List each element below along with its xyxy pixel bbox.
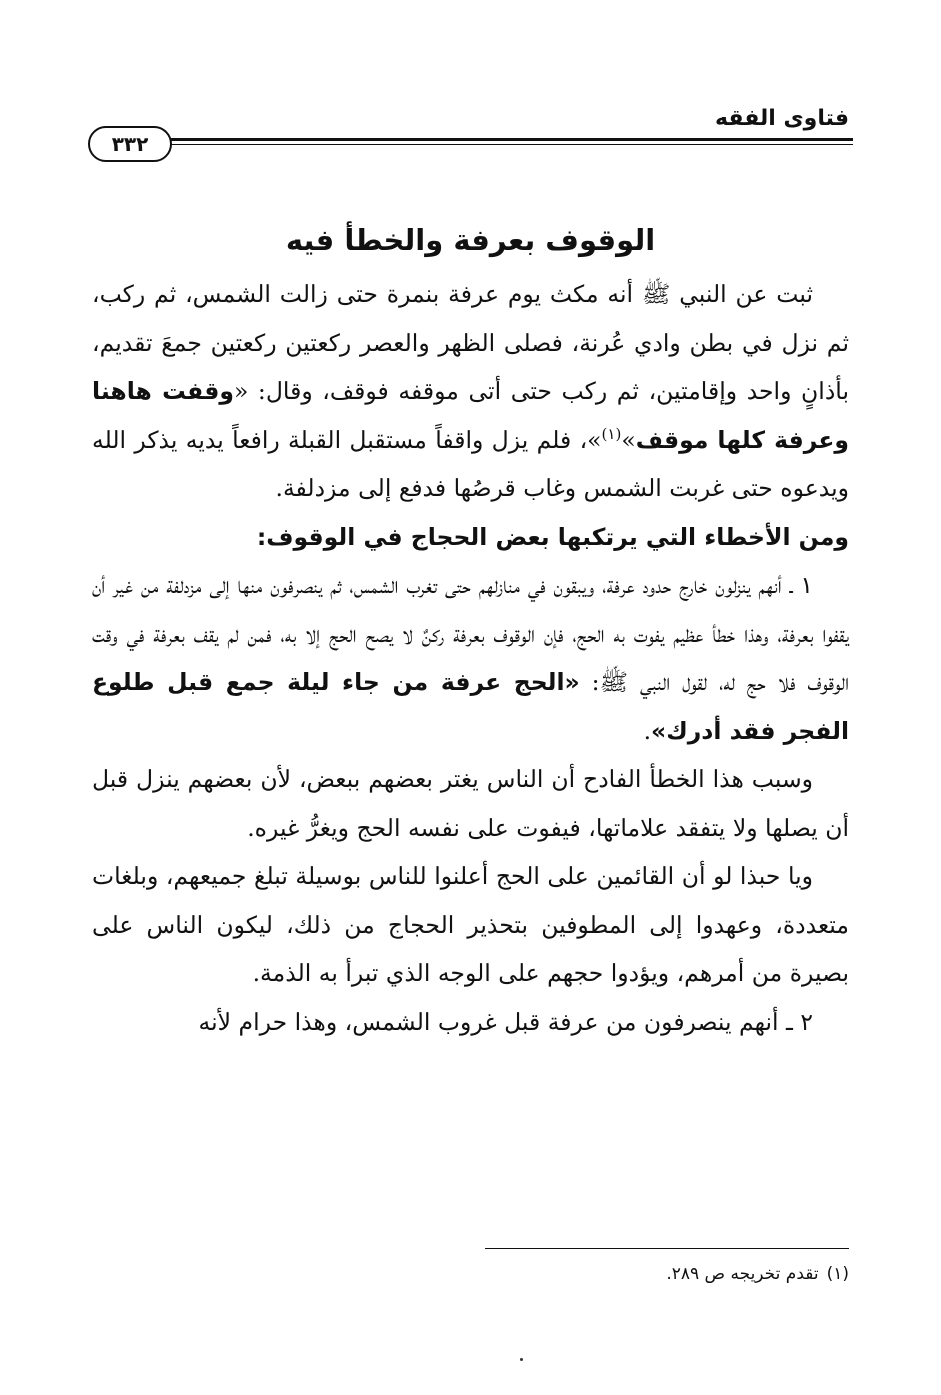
article-title: الوقوف بعرفة والخطأ فيه xyxy=(285,223,656,257)
paragraph-4: ويا حبذا لو أن القائمين على الحج أعلنوا للناس بوسيلة تبلغ جميعهم، وبلغات متعددة، وعهدوا إلى المطوفين بتحذير الحجاج من ذلك، ليكون الناس على بصيرة من أمرهم، ويؤدوا حجهم على الوجه الذي تبرأ به الذمة. xyxy=(92,862,849,987)
footnote-divider xyxy=(485,1248,849,1249)
footnote-text: تقدم تخريجه ص ٢٨٩. xyxy=(666,1264,819,1284)
paragraph-2-end: . xyxy=(643,716,652,745)
paragraph-1-rest: »، فلم يزل واقفاً مستقبل القبلة رافعاً يديه يذكر الله ويدعوه حتى غربت الشمس وغاب قرصُها فدفع إلى مزدلفة. xyxy=(92,425,849,502)
article-body xyxy=(92,270,849,1046)
paragraph-2 xyxy=(92,561,849,755)
footnote-ref-1: »$^{(١)}$ xyxy=(601,424,636,454)
footnote-number: (١) xyxy=(826,1264,849,1284)
section-subheading: ومن الأخطاء التي يرتكبها بعض الحجاج في الوقوف: xyxy=(256,522,849,551)
paragraph-3: وسبب هذا الخطأ الفادح أن الناس يغتر بعضهم ببعض، لأن بعضهم ينزل قبل أن يصلها ولا يتفقد علاماتها، فيفوت على نفسه الحج ويغرُّ غيره. xyxy=(92,765,849,842)
paragraph-2-text: ١ ـ أنهم ينزلون خارج حدود عرفة، ويبقون في منازلهم حتى تغرب الشمس، ثم ينصرفون منها إلى مزدلفة من غير أن يقفوا بعرفة، وهذا خطأ عظيم يفوت به الحج، فإن الوقوف بعرفة ركنٌ لا يصح الحج إلا به، فمن لم يقف بعرفة في وقت الوقوف فلا حج له، لقول النبي ﷺ: xyxy=(92,571,849,696)
hadith-quote-1: وقفت هاهنا وعرفة كلها موقف xyxy=(92,377,849,454)
running-header xyxy=(88,100,853,156)
paragraph-1 xyxy=(92,270,849,513)
footnote-ref-marker: (١) xyxy=(601,424,622,443)
print-speck xyxy=(520,1358,523,1361)
header-rule-thick xyxy=(170,138,853,141)
header-rule-thin xyxy=(170,144,853,145)
paragraph-5: ٢ ـ أنهم ينصرفون من عرفة قبل غروب الشمس، وهذا حرام لأنه xyxy=(198,1007,813,1036)
paragraph-1-intro: ثبت عن النبي ﷺ أنه مكث يوم عرفة بنمرة حتى زالت الشمس، ثم ركب، ثم نزل في بطن وادي عُرنة، فصلى الظهر والعصر ركعتين ركعتين جمعَ تقديم، بأذانٍ واحد وإقامتين، ثم ركب حتى أتى موقفه فوقف، وقال: « xyxy=(92,280,849,405)
header-title: فتاوى الفقه xyxy=(715,106,849,131)
page-number-badge: ٣٣٢ xyxy=(88,126,172,162)
footnote xyxy=(92,1260,849,1288)
hadith-quote-2: «الحج عرفة من جاء ليلة جمع قبل طلوع الفجر فقد أدرك» xyxy=(92,668,849,745)
